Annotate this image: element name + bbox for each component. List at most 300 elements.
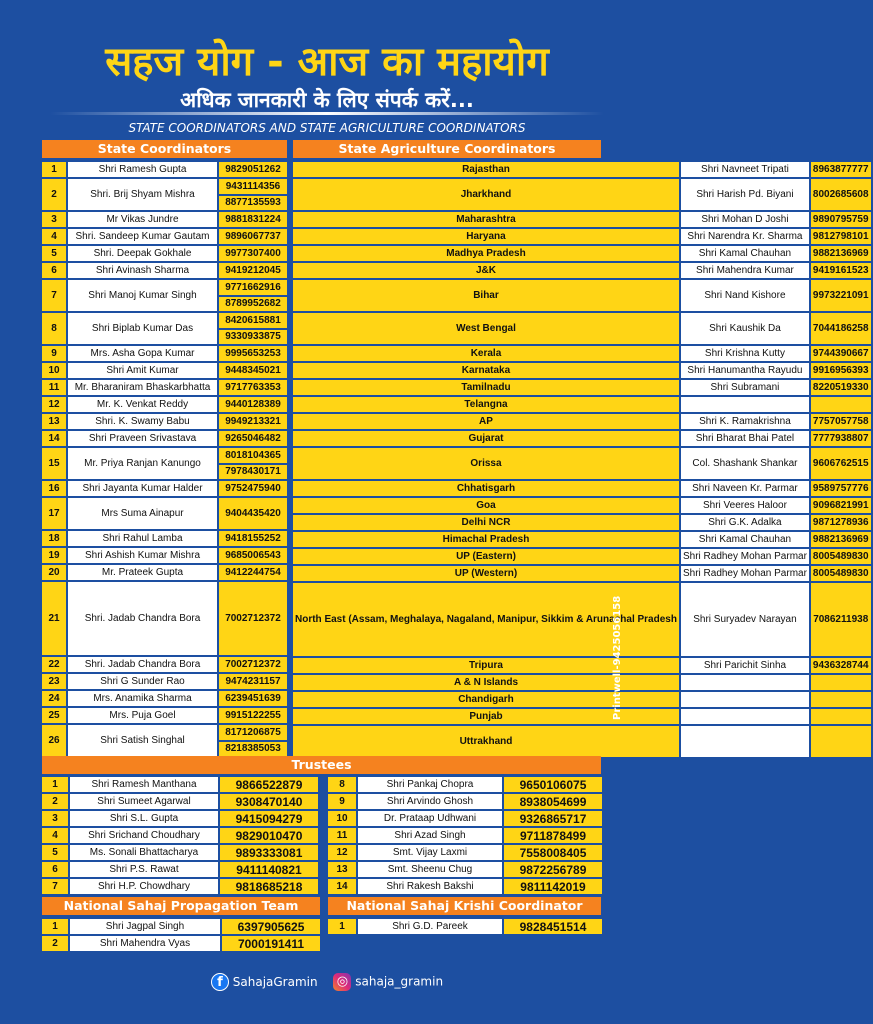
table-row	[41, 362, 288, 379]
phone-number: 7777938807	[810, 430, 872, 447]
table-row	[41, 581, 288, 656]
phone-number: 9744390667	[810, 345, 872, 362]
coordinator-name: Shri. Deepak Gokhale	[67, 245, 218, 262]
phone-number: 9436328744	[810, 657, 872, 674]
coordinator-name: Shri Subramani	[680, 379, 810, 396]
phone-number: 9829051262	[218, 161, 288, 178]
phone-number: 9882136969	[810, 531, 872, 548]
serial-number: 12	[41, 396, 67, 413]
coordinator-name: Shri Veeres Haloor	[680, 497, 810, 514]
table-row	[292, 345, 872, 362]
table-row	[292, 413, 872, 430]
phone-number: 9474231157	[218, 673, 288, 690]
coordinator-name: Shri Mohan D Joshi	[680, 211, 810, 228]
table-row	[41, 935, 321, 952]
serial-number: 7	[41, 279, 67, 312]
coordinator-name: Shri Satish Singhal	[67, 724, 218, 757]
member-name: Shri S.L. Gupta	[69, 810, 219, 827]
serial-number: 4	[41, 827, 69, 844]
coordinator-name: Mr. Bharaniram Bhaskarbhatta	[67, 379, 218, 396]
phone-number: 8002685608	[810, 178, 872, 211]
coordinator-name: Shri Krishna Kutty	[680, 345, 810, 362]
member-name: Shri Sumeet Agarwal	[69, 793, 219, 810]
phone-number: 6239451639	[218, 690, 288, 707]
serial-number: 3	[41, 810, 69, 827]
phone-number	[810, 674, 872, 691]
serial-number: 14	[327, 878, 357, 895]
coordinator-name	[680, 708, 810, 725]
table-row	[292, 548, 872, 565]
coordinator-name: Mr. K. Venkat Reddy	[67, 396, 218, 413]
table-row	[327, 827, 603, 844]
state-name: Delhi NCR	[292, 514, 680, 531]
phone-number: 7002712372	[218, 656, 288, 673]
instagram-icon: ◎	[333, 973, 351, 991]
phone-number: 9977307400	[218, 245, 288, 262]
coordinator-name: Shri Narendra Kr. Sharma	[680, 228, 810, 245]
phone-number: 9995653253	[218, 345, 288, 362]
propagation-team-header: National Sahaj Propagation Team	[42, 897, 320, 915]
table-row	[41, 861, 319, 878]
agri-coordinators-header: State Agriculture Coordinators	[293, 140, 601, 158]
coordinator-name	[680, 725, 810, 758]
serial-number: 23	[41, 673, 67, 690]
table-row	[292, 379, 872, 396]
phone-number: 8171206875	[218, 724, 288, 741]
table-row	[292, 279, 872, 312]
table-row	[41, 673, 288, 690]
table-row	[292, 565, 872, 582]
phone-number: 9711878499	[503, 827, 603, 844]
phone-number: 7086211938	[810, 582, 872, 657]
phone-number: 8218385053	[218, 741, 288, 758]
coordinator-name: Shri Navneet Tripati	[680, 161, 810, 178]
state-name: Madhya Pradesh	[292, 245, 680, 262]
table-row	[41, 547, 288, 564]
table-row	[292, 245, 872, 262]
table-row	[292, 430, 872, 447]
section-caption: STATE COORDINATORS AND STATE AGRICULTURE COORDINATORS	[128, 121, 526, 135]
table-row	[41, 656, 288, 673]
serial-number: 25	[41, 707, 67, 724]
table-row	[292, 531, 872, 548]
phone-number: 9881831224	[218, 211, 288, 228]
state-name: Punjab	[292, 708, 680, 725]
phone-number: 9330933875	[218, 329, 288, 346]
phone-number: 9589757776	[810, 480, 872, 497]
table-row	[292, 161, 872, 178]
serial-number: 1	[41, 161, 67, 178]
table-row	[41, 379, 288, 396]
coordinator-name: Mrs Suma Ainapur	[67, 497, 218, 530]
table-row	[41, 312, 288, 329]
table-row	[292, 657, 872, 674]
serial-number: 16	[41, 480, 67, 497]
coordinator-name: Shri Radhey Mohan Parmar	[680, 565, 810, 582]
table-row	[41, 793, 319, 810]
table-row	[41, 161, 288, 178]
serial-number: 26	[41, 724, 67, 757]
serial-number: 5	[41, 844, 69, 861]
table-row	[41, 430, 288, 447]
coordinator-name: Shri Mahendra Kumar	[680, 262, 810, 279]
coordinator-name: Shri Kamal Chauhan	[680, 531, 810, 548]
phone-number: 9448345021	[218, 362, 288, 379]
serial-number: 2	[41, 178, 67, 211]
coordinator-name: Shri Parichit Sinha	[680, 657, 810, 674]
table-row	[41, 345, 288, 362]
serial-number: 9	[41, 345, 67, 362]
coordinator-name: Mrs. Puja Goel	[67, 707, 218, 724]
table-row	[292, 708, 872, 725]
table-row	[292, 582, 872, 657]
serial-number: 10	[327, 810, 357, 827]
table-row	[292, 447, 872, 480]
coordinator-name: Shri G Sunder Rao	[67, 673, 218, 690]
serial-number: 17	[41, 497, 67, 530]
serial-number: 8	[327, 776, 357, 793]
table-row	[327, 918, 603, 935]
coordinator-name: Shri. Jadab Chandra Bora	[67, 581, 218, 656]
table-row	[292, 312, 872, 345]
phone-number	[810, 708, 872, 725]
state-coordinators-table	[40, 160, 289, 758]
page-subtitle: अधिक जानकारी के लिए संपर्क करें...	[180, 88, 474, 112]
table-row	[41, 827, 319, 844]
state-name: Chandigarh	[292, 691, 680, 708]
phone-number: 9871278936	[810, 514, 872, 531]
state-name: North East (Assam, Meghalaya, Nagaland, Manipur, Sikkim & Arunachal Pradesh	[292, 582, 680, 657]
coordinator-name: Shri Manoj Kumar Singh	[67, 279, 218, 312]
member-name: Shri Arvindo Ghosh	[357, 793, 503, 810]
facebook-icon: f	[211, 973, 229, 991]
coordinator-name: Shri Praveen Srivastava	[67, 430, 218, 447]
phone-number: 9685006543	[218, 547, 288, 564]
phone-number: 7757057758	[810, 413, 872, 430]
table-row	[292, 691, 872, 708]
phone-number: 9829010470	[219, 827, 319, 844]
member-name: Shri H.P. Chowdhary	[69, 878, 219, 895]
phone-number: 9872256789	[503, 861, 603, 878]
table-row	[41, 918, 321, 935]
coordinator-name: Shri Kamal Chauhan	[680, 245, 810, 262]
member-name: Smt. Sheenu Chug	[357, 861, 503, 878]
serial-number: 11	[327, 827, 357, 844]
table-row	[41, 413, 288, 430]
phone-number: 9811142019	[503, 878, 603, 895]
phone-number: 9893333081	[219, 844, 319, 861]
state-name: UP (Eastern)	[292, 548, 680, 565]
serial-number: 6	[41, 861, 69, 878]
phone-number: 8018104365	[218, 447, 288, 464]
table-row	[41, 228, 288, 245]
state-name: Rajasthan	[292, 161, 680, 178]
social-footer	[0, 973, 654, 991]
state-name: Tamilnadu	[292, 379, 680, 396]
coordinator-name: Col. Shashank Shankar	[680, 447, 810, 480]
table-row	[41, 690, 288, 707]
phone-number: 8005489830	[810, 565, 872, 582]
serial-number: 2	[41, 935, 69, 952]
phone-number: 9828451514	[503, 918, 603, 935]
table-row	[41, 810, 319, 827]
state-name: AP	[292, 413, 680, 430]
phone-number: 9949213321	[218, 413, 288, 430]
state-name: Bihar	[292, 279, 680, 312]
trustees-header: Trustees	[42, 756, 601, 774]
phone-number: 9265046482	[218, 430, 288, 447]
phone-number: 8789952682	[218, 296, 288, 313]
table-row	[327, 810, 603, 827]
table-row	[41, 497, 288, 530]
propagation-team-table	[40, 917, 322, 953]
table-row	[292, 396, 872, 413]
phone-number: 7978430171	[218, 464, 288, 481]
member-name: Shri Ramesh Manthana	[69, 776, 219, 793]
member-name: Shri Srichand Choudhary	[69, 827, 219, 844]
state-name: Uttrakhand	[292, 725, 680, 758]
coordinator-name: Shri Rahul Lamba	[67, 530, 218, 547]
coordinator-name: Shri Harish Pd. Biyani	[680, 178, 810, 211]
coordinator-name: Shri Biplab Kumar Das	[67, 312, 218, 345]
serial-number: 12	[327, 844, 357, 861]
phone-number	[810, 396, 872, 413]
serial-number: 2	[41, 793, 69, 810]
state-name: UP (Western)	[292, 565, 680, 582]
phone-number: 8220519330	[810, 379, 872, 396]
facebook-handle[interactable]: SahajaGramin	[232, 974, 318, 989]
member-name: Shri Jagpal Singh	[69, 918, 221, 935]
member-name: Shri G.D. Pareek	[357, 918, 503, 935]
phone-number: 9419212045	[218, 262, 288, 279]
divider	[50, 112, 604, 115]
serial-number: 21	[41, 581, 67, 656]
phone-number: 9326865717	[503, 810, 603, 827]
coordinator-name: Shri Bharat Bhai Patel	[680, 430, 810, 447]
krishi-coordinator-header: National Sahaj Krishi Coordinator	[328, 897, 601, 915]
phone-number: 9650106075	[503, 776, 603, 793]
table-row	[292, 514, 872, 531]
printwell-credit: Printwell-9425056158	[612, 595, 623, 720]
phone-number: 9916956393	[810, 362, 872, 379]
state-name: Jharkhand	[292, 178, 680, 211]
coordinator-name: Shri. Jadab Chandra Bora	[67, 656, 218, 673]
member-name: Shri Pankaj Chopra	[357, 776, 503, 793]
table-row	[41, 178, 288, 195]
phone-number: 7044186258	[810, 312, 872, 345]
trustees-table-left	[40, 775, 320, 896]
phone-number	[810, 725, 872, 758]
table-row	[327, 793, 603, 810]
table-row	[292, 178, 872, 211]
coordinator-name: Shri Kaushik Da	[680, 312, 810, 345]
phone-number: 9404435420	[218, 497, 288, 530]
coordinator-name: Shri. Sandeep Kumar Gautam	[67, 228, 218, 245]
phone-number	[810, 691, 872, 708]
phone-number: 7558008405	[503, 844, 603, 861]
serial-number: 1	[41, 918, 69, 935]
serial-number: 11	[41, 379, 67, 396]
table-row	[327, 861, 603, 878]
phone-number: 9973221091	[810, 279, 872, 312]
phone-number: 9752475940	[218, 480, 288, 497]
phone-number: 9896067737	[218, 228, 288, 245]
state-name: Gujarat	[292, 430, 680, 447]
coordinator-name: Mrs. Asha Gopa Kumar	[67, 345, 218, 362]
coordinator-name: Shri Jayanta Kumar Halder	[67, 480, 218, 497]
phone-number: 9418155252	[218, 530, 288, 547]
coordinator-name: Shri Suryadev Narayan	[680, 582, 810, 657]
serial-number: 4	[41, 228, 67, 245]
coordinator-name: Shri K. Ramakrishna	[680, 413, 810, 430]
table-row	[292, 725, 872, 758]
instagram-handle[interactable]: sahaja_gramin	[355, 974, 444, 989]
phone-number: 8938054699	[503, 793, 603, 810]
krishi-coordinator-table	[326, 917, 604, 936]
coordinator-name: Shri Nand Kishore	[680, 279, 810, 312]
phone-number: 9096821991	[810, 497, 872, 514]
table-row	[41, 279, 288, 296]
coordinator-name: Mr Vikas Jundre	[67, 211, 218, 228]
state-name: Orissa	[292, 447, 680, 480]
state-name: Chhatisgarh	[292, 480, 680, 497]
state-name: Telangna	[292, 396, 680, 413]
phone-number: 9415094279	[219, 810, 319, 827]
serial-number: 3	[41, 211, 67, 228]
phone-number: 6397905625	[221, 918, 321, 935]
coordinator-name: Shri Ashish Kumar Mishra	[67, 547, 218, 564]
serial-number: 8	[41, 312, 67, 345]
phone-number: 8005489830	[810, 548, 872, 565]
table-row	[292, 211, 872, 228]
serial-number: 10	[41, 362, 67, 379]
coordinator-name: Shri Naveen Kr. Parmar	[680, 480, 810, 497]
serial-number: 19	[41, 547, 67, 564]
serial-number: 13	[41, 413, 67, 430]
state-name: A & N Islands	[292, 674, 680, 691]
table-row	[41, 447, 288, 464]
phone-number: 9431114356	[218, 178, 288, 195]
state-name: Tripura	[292, 657, 680, 674]
phone-number: 9411140821	[219, 861, 319, 878]
state-name: Kerala	[292, 345, 680, 362]
table-row	[292, 262, 872, 279]
coordinator-name: Shri Radhey Mohan Parmar	[680, 548, 810, 565]
table-row	[41, 396, 288, 413]
page-title: सहज योग - आज का महायोग	[105, 39, 549, 85]
coordinator-name: Mrs. Anamika Sharma	[67, 690, 218, 707]
table-row	[41, 776, 319, 793]
serial-number: 22	[41, 656, 67, 673]
coordinator-name: Shri G.K. Adalka	[680, 514, 810, 531]
table-row	[327, 844, 603, 861]
state-name: Maharashtra	[292, 211, 680, 228]
phone-number: 9717763353	[218, 379, 288, 396]
coordinator-name: Shri. Brij Shyam Mishra	[67, 178, 218, 211]
table-row	[41, 724, 288, 741]
coordinator-name: Mr. Prateek Gupta	[67, 564, 218, 581]
table-row	[41, 844, 319, 861]
member-name: Shri Mahendra Vyas	[69, 935, 221, 952]
phone-number: 7002712372	[218, 581, 288, 656]
serial-number: 6	[41, 262, 67, 279]
table-row	[41, 878, 319, 895]
table-row	[327, 776, 603, 793]
member-name: Shri Azad Singh	[357, 827, 503, 844]
serial-number: 13	[327, 861, 357, 878]
state-coordinators-header: State Coordinators	[42, 140, 287, 158]
serial-number: 5	[41, 245, 67, 262]
coordinator-name: Mr. Priya Ranjan Kanungo	[67, 447, 218, 480]
coordinator-name: Shri Avinash Sharma	[67, 262, 218, 279]
member-name: Shri Rakesh Bakshi	[357, 878, 503, 895]
phone-number: 9308470140	[219, 793, 319, 810]
serial-number: 15	[41, 447, 67, 480]
phone-number: 9882136969	[810, 245, 872, 262]
phone-number: 9419161523	[810, 262, 872, 279]
table-row	[41, 480, 288, 497]
phone-number: 9915122255	[218, 707, 288, 724]
table-row	[41, 530, 288, 547]
serial-number: 18	[41, 530, 67, 547]
state-name: Himachal Pradesh	[292, 531, 680, 548]
state-name: Goa	[292, 497, 680, 514]
phone-number: 8877135593	[218, 195, 288, 212]
table-row	[292, 480, 872, 497]
agri-coordinators-table	[291, 160, 873, 759]
coordinator-name: Shri Amit Kumar	[67, 362, 218, 379]
state-name: Karnataka	[292, 362, 680, 379]
state-name: West Bengal	[292, 312, 680, 345]
table-row	[41, 262, 288, 279]
phone-number: 9771662916	[218, 279, 288, 296]
member-name: Shri P.S. Rawat	[69, 861, 219, 878]
table-row	[292, 497, 872, 514]
table-row	[327, 878, 603, 895]
table-row	[41, 707, 288, 724]
serial-number: 1	[41, 776, 69, 793]
table-row	[292, 674, 872, 691]
serial-number: 14	[41, 430, 67, 447]
state-name: Haryana	[292, 228, 680, 245]
table-row	[292, 228, 872, 245]
phone-number: 8420615881	[218, 312, 288, 329]
table-row	[292, 362, 872, 379]
phone-number: 9812798101	[810, 228, 872, 245]
serial-number: 1	[327, 918, 357, 935]
serial-number: 9	[327, 793, 357, 810]
coordinator-name	[680, 691, 810, 708]
coordinator-name	[680, 674, 810, 691]
phone-number: 9440128389	[218, 396, 288, 413]
phone-number: 7000191411	[221, 935, 321, 952]
coordinator-name: Shri. K. Swamy Babu	[67, 413, 218, 430]
phone-number: 8963877777	[810, 161, 872, 178]
state-name: J&K	[292, 262, 680, 279]
coordinator-name: Shri Hanumantha Rayudu	[680, 362, 810, 379]
table-row	[41, 211, 288, 228]
member-name: Dr. Prataap Udhwani	[357, 810, 503, 827]
member-name: Ms. Sonali Bhattacharya	[69, 844, 219, 861]
trustees-table-right	[326, 775, 604, 896]
serial-number: 24	[41, 690, 67, 707]
phone-number: 9606762515	[810, 447, 872, 480]
member-name: Smt. Vijay Laxmi	[357, 844, 503, 861]
coordinator-name: Shri Ramesh Gupta	[67, 161, 218, 178]
phone-number: 9412244754	[218, 564, 288, 581]
serial-number: 20	[41, 564, 67, 581]
serial-number: 7	[41, 878, 69, 895]
